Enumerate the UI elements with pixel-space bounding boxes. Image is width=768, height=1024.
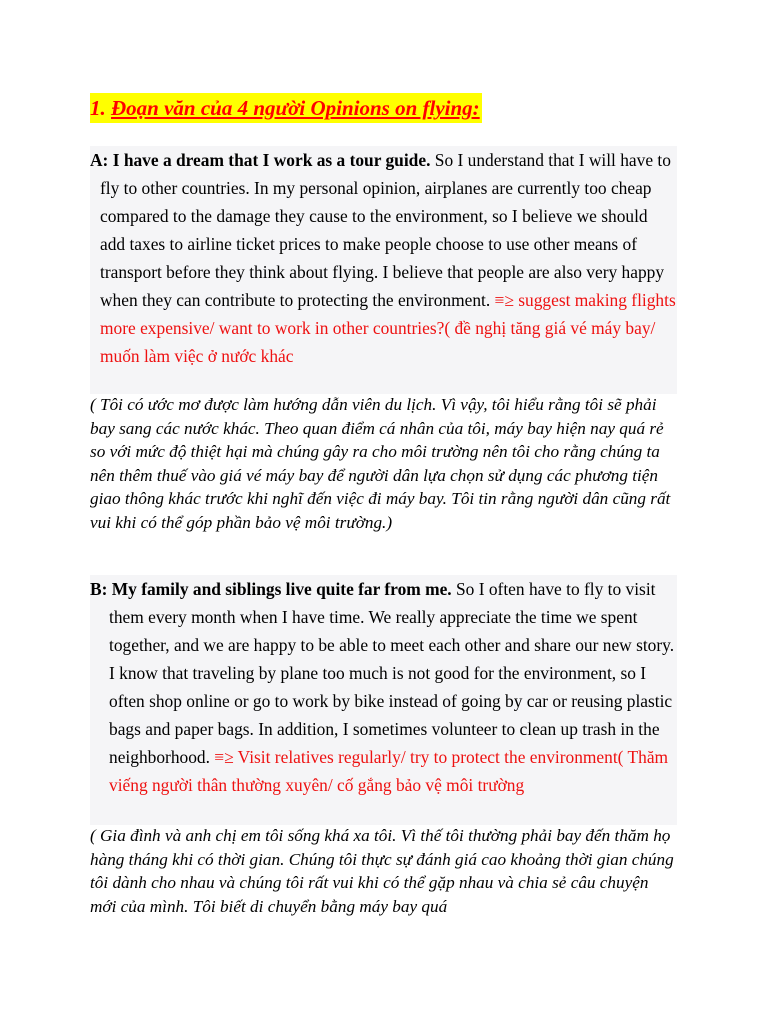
section-heading (90, 93, 482, 123)
opinion-a-body: So I understand that I will have to fly to other countries. In my personal opinion, airplanes are currently too cheap compared to the damage they cause to the environment, so I believe we should add taxes to airline ticket prices to make people choose to use other means of transport before they think about flying. I believe that people are also very happy when they can contribute to protecting the environment. (100, 150, 671, 310)
opinion-b-note: ≡≥ Visit relatives regularly/ try to protect the environment( Thăm viếng người thân thường xuyên/ cố gắng bảo vệ môi trường (109, 747, 669, 795)
opinion-b-translation: ( Gia đình và anh chị em tôi sống khá xa tôi. Vì thế tôi thường phải bay đến thăm họ hàng tháng khi có thời gian. Chúng tôi thực sự đánh giá cao khoảng thời gian chúng tôi dành cho nhau và chúng tôi rất vui khi có thể gặp nhau và chia sẻ câu chuyện mới của mình. Tôi biết di chuyển bằng máy bay quá (90, 826, 674, 916)
opinion-a (90, 146, 677, 394)
opinion-b-body: So I often have to fly to visit them every month when I have time. We really appreciate the time we spent together, and we are happy to be able to meet each other and share our new story. I know that traveling by plane too much is not good for the environment, so I often shop online or go to work by bike instead of going by car or reusing plastic bags and paper bags. In addition, I sometimes volunteer to clean up trash in the neighborhood. (109, 579, 675, 767)
opinion-b-paragraph (90, 575, 677, 799)
opinion-a-translation: ( Tôi có ước mơ được làm hướng dẫn viên du lịch. Vì vậy, tôi hiểu rằng tôi sẽ phải bay sang các nước khác. Theo quan điểm cá nhân của tôi, máy bay hiện nay quá rẻ so với mức độ thiệt hại mà chúng gây ra cho môi trường nên tôi cho rằng chúng ta nên thêm thuế vào giá vé máy bay để người dân lựa chọn sử dụng các phương tiện giao thông khác trước khi nghĩ đến việc đi máy bay. Tôi tin rằng người dân cũng rất vui khi có thể góp phần bảo vệ môi trường.) (90, 395, 671, 532)
heading-title: Đoạn văn của 4 người Opinions on flying: (111, 96, 480, 120)
opinion-a-paragraph (90, 146, 677, 370)
opinion-a-note: ≡≥ suggest making flights more expensive/ want to work in other countries?( đề nghị tăng giá vé máy bay/ muốn làm việc ở nước khác (100, 290, 676, 366)
opinion-b-lead: B: My family and siblings live quite far from me. (90, 579, 452, 599)
opinion-b (90, 575, 677, 825)
opinion-a-lead: A: I have a dream that I work as a tour guide. (90, 150, 431, 170)
heading-number: 1. (90, 96, 106, 120)
